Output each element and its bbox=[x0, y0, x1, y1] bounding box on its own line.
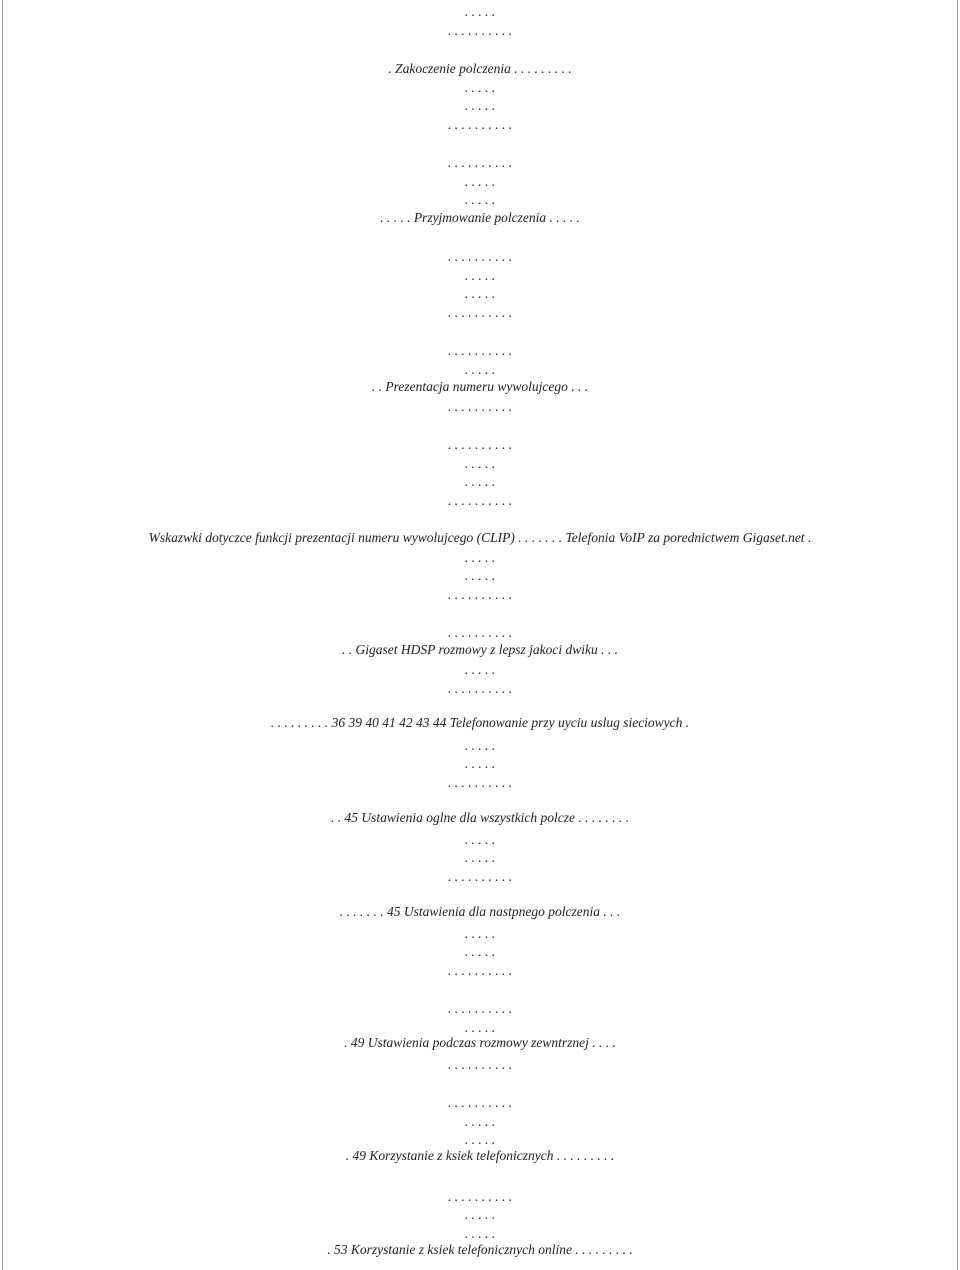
toc-line: . . . . . . . . . . bbox=[447, 493, 513, 508]
toc-line: . . . . . bbox=[464, 756, 496, 771]
toc-line: . . . . . . . . . . bbox=[447, 1189, 513, 1204]
toc-line: . . . . . Przyjmowanie polczenia . . . . . bbox=[380, 210, 580, 225]
toc-line: . . . . . . . . . . bbox=[447, 625, 513, 640]
toc-line: . . . . . . . . . . bbox=[447, 1001, 513, 1016]
toc-line: . . . . . . . . . . bbox=[447, 23, 513, 38]
toc-line: . . . . . . . . . . bbox=[447, 437, 513, 452]
toc-line: . . . . . . . 45 Ustawienia dla nastpnego polczenia . . . bbox=[339, 904, 621, 919]
toc-line: . 49 Ustawienia podczas rozmowy zewntrznej . . . . bbox=[344, 1035, 616, 1050]
toc-line: . Zakoczenie polczenia . . . . . . . . . bbox=[388, 61, 572, 76]
toc-line: . . . . . bbox=[464, 80, 496, 95]
toc-line: Wskazwki dotyczce funkcji prezentacji numeru wywolujcego (CLIP) . . . . . . . Telefonia VoIP za porednictwem Gigaset.net . bbox=[148, 530, 812, 545]
toc-line: . . . . . bbox=[464, 268, 496, 283]
toc-line: . . . . . . . . . . bbox=[447, 587, 513, 602]
toc-line: . . . . . . . . . . bbox=[447, 1057, 513, 1072]
toc-line: . . . . . bbox=[464, 174, 496, 189]
toc-line: . . . . . . . . . . bbox=[447, 343, 513, 358]
toc-line: . . . . . bbox=[464, 944, 496, 959]
toc-line: . . . . . . . . . . bbox=[447, 117, 513, 132]
toc-line: . . . . . . . . . . bbox=[447, 963, 513, 978]
toc-line: . . . . . bbox=[464, 1114, 496, 1129]
toc-line: . . . . . bbox=[464, 926, 496, 941]
toc-line: . . . . . bbox=[464, 4, 496, 19]
toc-line: . . . . . . . . . . bbox=[447, 399, 513, 414]
toc-line: . . 45 Ustawienia oglne dla wszystkich polcze . . . . . . . . bbox=[330, 810, 630, 825]
toc-line: . . Gigaset HDSP rozmowy z lepsz jakoci dwiku . . . bbox=[342, 642, 618, 657]
toc-line: . . . . . . . . . . bbox=[447, 775, 513, 790]
toc-line: . . . . . bbox=[464, 568, 496, 583]
toc-line: . . . . . . . . . . bbox=[447, 305, 513, 320]
toc-line: . . . . . . . . . . bbox=[447, 1095, 513, 1110]
toc-line: . . . . . bbox=[464, 286, 496, 301]
toc-line: . . Prezentacja numeru wywolujcego . . . bbox=[371, 379, 589, 394]
toc-line: . . . . . bbox=[464, 1020, 496, 1035]
toc-line: . . . . . bbox=[464, 1226, 496, 1241]
toc-line: . . . . . bbox=[464, 1207, 496, 1222]
toc-line: . . . . . bbox=[464, 738, 496, 753]
toc-line: . . . . . bbox=[464, 98, 496, 113]
toc-line: . . . . . bbox=[464, 192, 496, 207]
toc-line: . . . . . bbox=[464, 850, 496, 865]
toc-line: . . . . . . . . . . bbox=[447, 249, 513, 264]
toc-line: . . . . . bbox=[464, 550, 496, 565]
toc-line: . . . . . bbox=[464, 362, 496, 377]
toc-line: . . . . . bbox=[464, 1132, 496, 1147]
toc-line: . . . . . . . . . . bbox=[447, 681, 513, 696]
toc-line: . . . . . bbox=[464, 662, 496, 677]
toc-line: . 49 Korzystanie z ksiek telefonicznych . . . . . . . . . bbox=[345, 1148, 615, 1163]
toc-line: . . . . . . . . . 36 39 40 41 42 43 44 Telefonowanie przy uyciu uslug sieciowych . bbox=[270, 715, 690, 730]
toc-line: . . . . . . . . . . bbox=[447, 155, 513, 170]
toc-line: . 53 Korzystanie z ksiek telefonicznych online . . . . . . . . . bbox=[327, 1242, 633, 1257]
toc-line: . . . . . bbox=[464, 832, 496, 847]
toc-line: . . . . . . . . . . bbox=[447, 869, 513, 884]
toc-line: . . . . . bbox=[464, 456, 496, 471]
toc-line: . . . . . bbox=[464, 474, 496, 489]
